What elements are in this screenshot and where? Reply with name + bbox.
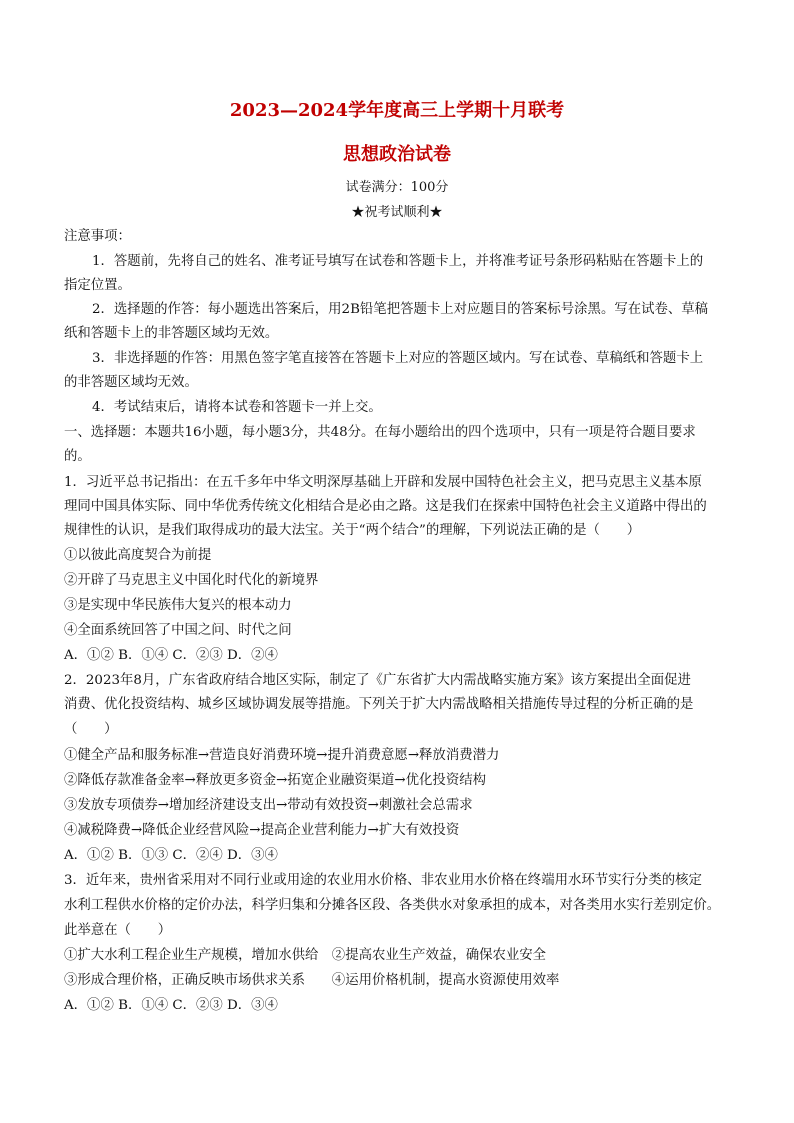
notice-item: 2．选择题的作答：每小题选出答案后，用2B铅笔把答题卡上对应题目的答案标号涂黑。写在试卷、草稿 xyxy=(92,302,709,317)
question-2-option: ②降低存款准备金率→释放更多资金→拓宽企业融资渠道→优化投资结构 xyxy=(64,773,486,788)
question-2-choices: A．①② B．①③ C．②④ D．③④ xyxy=(64,848,278,863)
question-1-option: ④全面系统回答了中国之问、时代之问 xyxy=(64,623,292,638)
exam-subtitle: 思想政治试卷 xyxy=(343,144,451,165)
section-heading: 一、选择题：本题共16小题，每小题3分，共48分。在每小题给出的四个选项中，只有一项是符合题目要求 xyxy=(64,425,696,440)
notice-item: 纸和答题卡上的非答题区域均无效。 xyxy=(64,326,279,341)
notice-item: 指定位置。 xyxy=(64,278,131,293)
question-2-option: ④减税降费→降低企业经营风险→提高企业营利能力→扩大有效投资 xyxy=(64,823,460,838)
score-info: 试卷满分：100分 xyxy=(345,180,449,195)
question-1-option: ③是实现中华民族伟大复兴的根本动力 xyxy=(64,598,292,613)
section-heading-cont: 的。 xyxy=(64,449,91,464)
question-3-stem: 3．近年来，贵州省采用对不同行业或用途的农业用水价格、非农业用水价格在终端用水环节实行分类的核定 xyxy=(64,873,702,888)
question-3-stem: 此举意在（ ） xyxy=(64,923,172,938)
question-1-stem: 规律性的认识，是我们取得成功的最大法宝。关于“两个结合”的理解，下列说法正确的是（ ） xyxy=(64,523,641,538)
question-3-option: ③形成合理价格，正确反映市场供求关系 ④运用价格机制，提高水资源使用效率 xyxy=(64,973,560,988)
notice-heading: 注意事项： xyxy=(64,229,131,244)
question-2-stem: （ ） xyxy=(64,722,118,737)
good-luck-text: ★祝考试顺利★ xyxy=(351,205,443,220)
question-2-stem: 2．2023年8月，广东省政府结合地区实际，制定了《广东省扩大内需战略实施方案》该方案提出全面促进 xyxy=(64,673,691,688)
question-1-option: ②开辟了马克思主义中国化时代化的新境界 xyxy=(64,573,319,588)
question-2-option: ③发放专项债券→增加经济建设支出→带动有效投资→刺激社会总需求 xyxy=(64,798,473,813)
question-3-choices: A．①② B．①④ C．②③ D．③④ xyxy=(64,998,278,1013)
question-3-option: ①扩大水利工程企业生产规模，增加水供给 ②提高农业生产效益，确保农业安全 xyxy=(64,948,547,963)
question-1-stem: 理同中国具体实际、同中华优秀传统文化相结合是必由之路。这是我们在探索中国特色社会主义道路中得出的 xyxy=(64,499,707,514)
question-1-stem: 1．习近平总书记指出：在五千多年中华文明深厚基础上开辟和发展中国特色社会主义，把马克思主义基本原 xyxy=(64,475,702,490)
question-1-option: ①以彼此高度契合为前提 xyxy=(64,548,212,563)
notice-item: 的非答题区域均无效。 xyxy=(64,375,198,390)
question-1-choices: A．①② B．①④ C．②③ D．②④ xyxy=(64,648,278,663)
notice-item: 1．答题前，先将自己的姓名、准考证号填写在试卷和答题卡上，并将准考证号条形码粘贴在答题卡上的 xyxy=(92,254,704,269)
question-2-option: ①健全产品和服务标准→营造良好消费环境→提升消费意愿→释放消费潜力 xyxy=(64,748,500,763)
exam-title: 2023—2024学年度高三上学期十月联考 xyxy=(229,100,565,121)
question-3-stem: 水利工程供水价格的定价办法，科学归集和分摊各区段、各类供水对象承担的成本，对各类用水实行差别定价。 xyxy=(64,898,721,913)
notice-item: 3．非选择题的作答：用黑色签字笔直接答在答题卡上对应的答题区域内。写在试卷、草稿纸和答题卡上 xyxy=(92,351,704,366)
question-2-stem: 消费、优化投资结构、城乡区域协调发展等措施。下列关于扩大内需战略相关措施传导过程的分析正确的是 xyxy=(64,697,694,712)
notice-item: 4．考试结束后，请将本试卷和答题卡一并上交。 xyxy=(92,400,382,415)
